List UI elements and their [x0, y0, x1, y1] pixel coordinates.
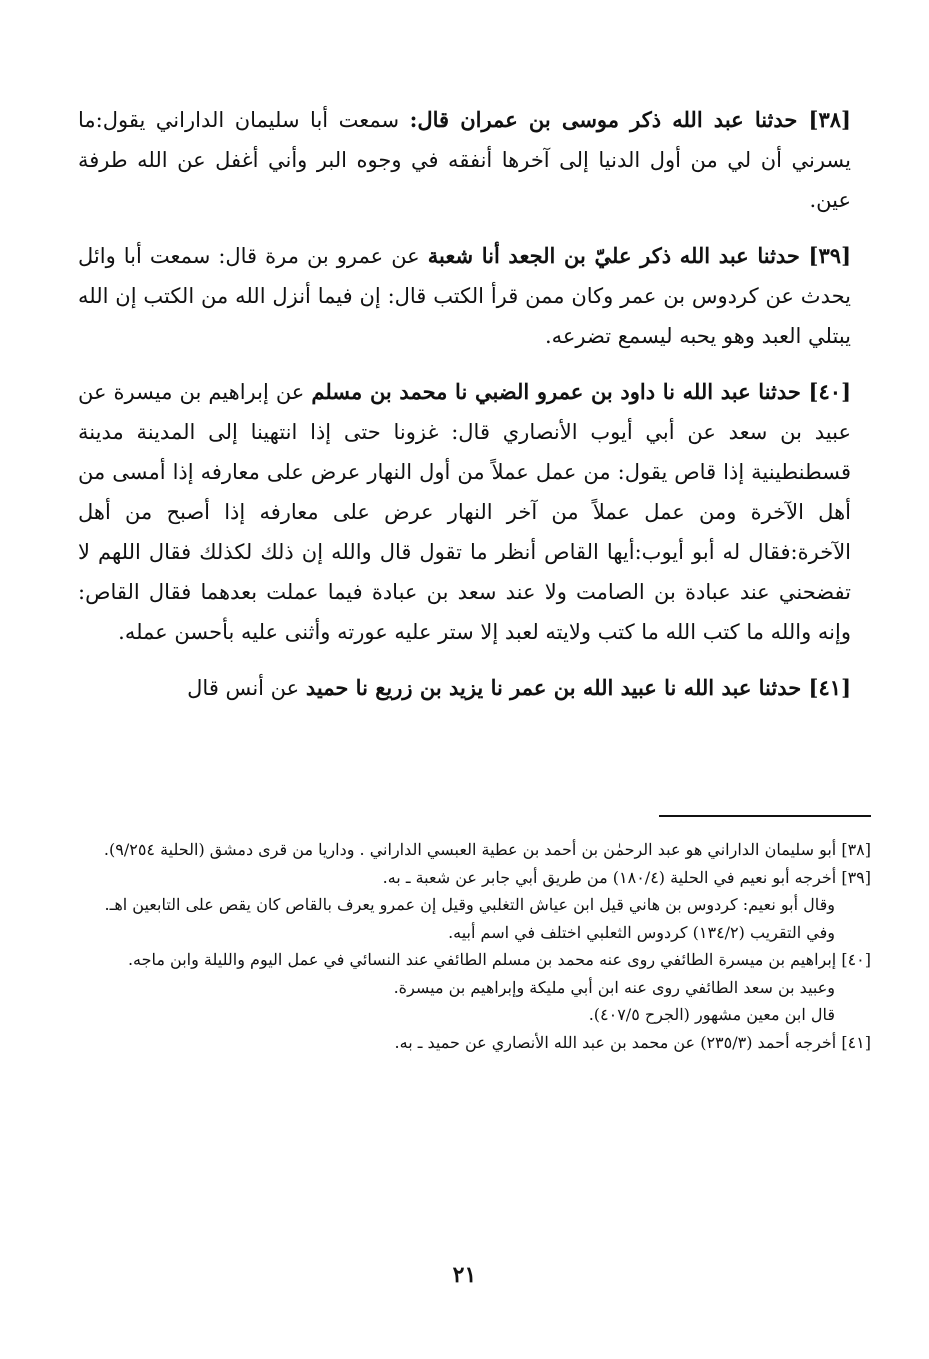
footnote-line: [٣٨] أبو سليمان الداراني هو عبد الرحمٰن بن أحمد بن عطية العبسي الداراني . وداريا من قرى دمشق (الحلية ٩/٢٥٤).	[103, 840, 871, 859]
matn-text: سمعت أبا سليمان الداراني يقول:ما يسرني أن لي من أول الدنيا إلى آخرها أنفقه في وجوه البر وأني أغفل عن الله طرفة عين.	[78, 108, 851, 212]
hadith-paragraph-38	[78, 100, 851, 220]
footnote-line: قال ابن معين مشهور (الجرح ٤٠٧/٥).	[588, 1005, 835, 1024]
footnote-39	[78, 864, 871, 947]
isnad-lead: [٣٩] حدثنا عبد الله ذكر عليّ بن الجعد أنا شعبة	[427, 243, 851, 268]
hadith-paragraph-41	[78, 668, 851, 708]
footnote-line: وقال أبو نعيم: كردوس بن هاني قيل ابن عياش التغلبي وقيل إن عمرو يعرف بالقاص كان يقص على التابعين اهـ.	[104, 895, 835, 914]
matn-text: عن إبراهيم بن ميسرة عن عبيد بن سعد عن أبي أيوب الأنصاري قال: غزونا حتى إذا انتهينا إلى المدينة مدينة قسطنطينية إذا قاص يقول: من عمل عملاً من أول النهار عرض على معارفه إذا أمسى من أهل الآخرة ومن عمل عملاً من آخر النهار عرض على معارفه إذا أصبح من أهل الآخرة:فقال له أبو أيوب:أيها القاص أنظر ما تقول قال والله إن ذلك لكذلك فقال اللهم لا تفضحني عند عبادة بن الصامت ولا عند سعد بن عبادة فيما عملت بعدهما فقال القاص: وإنه والله ما كتب الله ما كتب ولايته لعبد إلا ستر عليه عورته وأثنى عليه بأحسن عمله.	[78, 380, 851, 644]
footnote-line: [٤١] أخرجه أحمد (٢٣٥/٣) عن محمد بن عبد الله الأنصاري عن حميد ـ به.	[394, 1032, 871, 1052]
footnote-40	[78, 946, 871, 1029]
isnad-lead: [٣٨] حدثنا عبد الله ذكر موسى بن عمران قال:	[409, 107, 851, 132]
matn-text: عن أنس قال	[187, 676, 300, 700]
footnote-line: وعبيد بن سعد الطائفي روى عنه ابن أبي مليكة وإبراهيم بن ميسرة.	[393, 977, 835, 997]
footnote-41	[78, 1029, 871, 1057]
footnote-line: وفي التقريب (١٣٤/٢) كردوس الثعلبي اختلف في اسم أبيه.	[448, 922, 835, 942]
main-text	[78, 100, 851, 708]
footnote-line: [٤٠] إبراهيم بن ميسرة الطائفي روى عنه محمد بن مسلم الطائفي عند النسائي في عمل اليوم والليلة وابن ماجه.	[127, 950, 871, 969]
footnote-38	[78, 836, 871, 864]
matn-text: عن عمرو بن مرة قال: سمعت أبا وائل يحدث عن كردوس بن عمر وكان ممن قرأ الكتب قال: إن فيما أنزل الله من الكتب إن الله يبتلي العبد وهو يحبه ليسمع تضرعه.	[78, 244, 851, 348]
isnad-lead: [٤١] حدثنا عبد الله نا عبيد الله بن عمر نا يزيد بن زريع نا حميد	[305, 675, 851, 700]
hadith-paragraph-39	[78, 236, 851, 356]
hadith-paragraph-40	[78, 372, 851, 652]
footnote-line: [٣٩] أخرجه أبو نعيم في الحلية (١٨٠/٤) من طريق أبي جابر عن شعبة ـ به.	[382, 867, 871, 887]
isnad-lead: [٤٠] حدثنا عبد الله نا داود بن عمرو الضبي نا محمد بن مسلم	[311, 379, 851, 404]
footnotes	[78, 836, 871, 1056]
footnote-separator	[659, 815, 871, 817]
page-number: ٢١	[452, 1262, 477, 1288]
